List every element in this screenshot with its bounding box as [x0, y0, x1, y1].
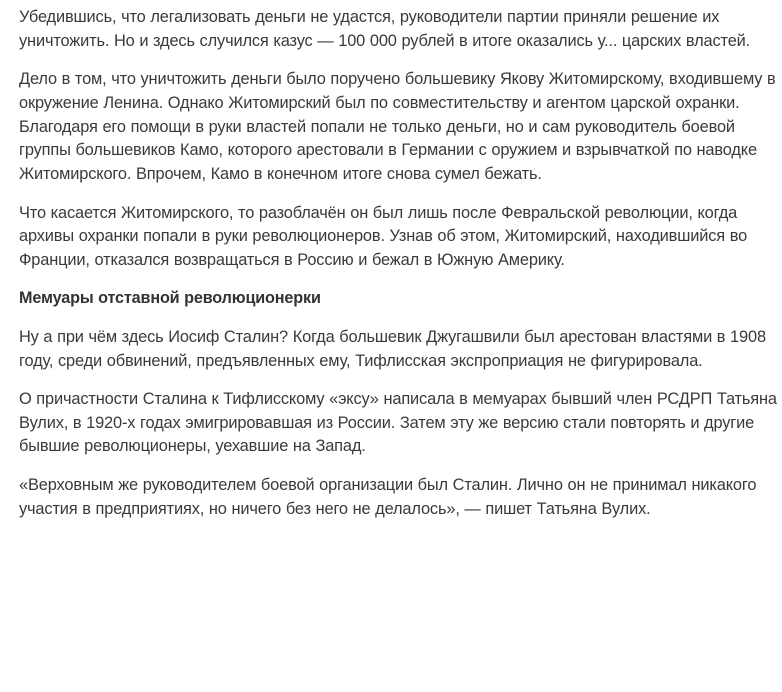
section-heading: Мемуары отставной революционерки [19, 289, 321, 308]
article-quote-paragraph: «Верховным же руководителем боевой организации был Сталин. Лично он не принимал никакого участия в предприятиях, но ничего без него не делалось», — пишет Татьяна Вулих. [19, 475, 757, 518]
article-paragraph-4: Ну а при чём здесь Иосиф Сталин? Когда большевик Джугашвили был арестован властями в 1908 году, среди обвинений, предъявленных ему, Тифлисская экспроприация не фигурировала. [19, 327, 766, 370]
article-paragraph-1: Убедившись, что легализовать деньги не удастся, руководители партии приняли решение их уничтожить. Но и здесь случился казус — 100 000 рублей в итоге оказались у... царских властей. [19, 8, 751, 50]
article-paragraph-3: Что касается Житомирского, то разоблачён он был лишь после Февральской революции, когда архивы охранки попали в руки революционеров. Узнав об этом, Житомирский, находившийся во Франции, отказался возвращаться в Россию и бежал в Южную Америку. [19, 203, 748, 270]
article-paragraph-5: О причастности Сталина к Тифлисскому «эксу» написала в мемуарах бывший член РСДРП Татьяна Вулих, в 1920-х годах эмигрировавшая из России. Затем эту же версию стали повторять и другие бывшие революционеры, уехавшие на Запад. [19, 389, 777, 456]
article-body [19, 6, 779, 536]
article-paragraph-2: Дело в том, что уничтожить деньги было поручено большевику Якову Житомирскому, входившему в окружение Ленина. Однако Житомирский был по совместительству и агентом царской охранки. Благодаря его помощи в руки властей попали не только деньги, но и сам руководитель боевой группы большевиков Камо, которого арестовали в Германии с оружием и взрывчаткой по наводке Житомирского. Впрочем, Камо в конечном итоге снова сумел бежать. [19, 70, 776, 184]
